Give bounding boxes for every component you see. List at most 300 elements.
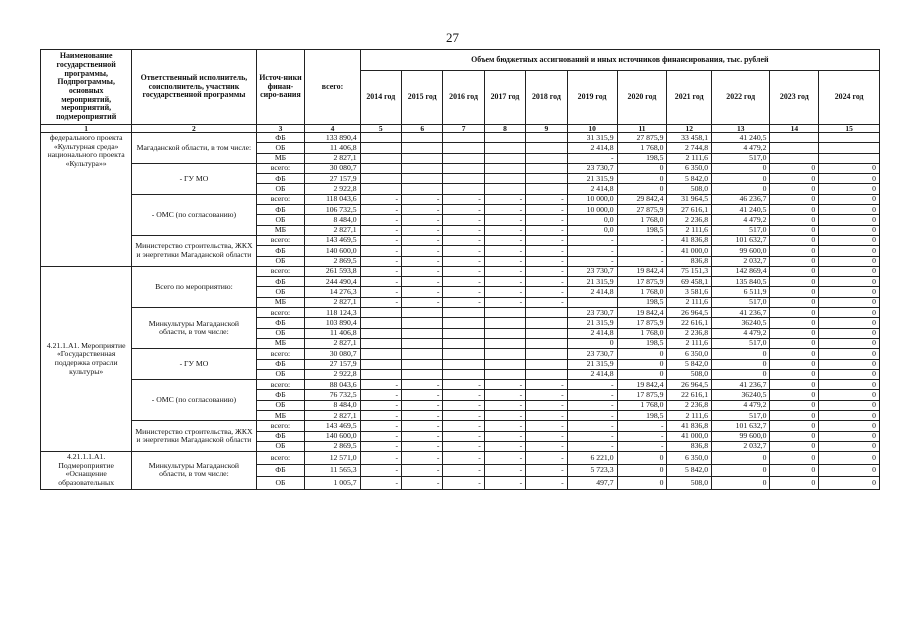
funding-source-cell: ФБ: [256, 318, 305, 328]
value-cell: -: [484, 464, 525, 476]
funding-source-cell: ФБ: [256, 359, 305, 369]
value-cell: 2 414,8: [567, 369, 617, 379]
column-number: 2: [132, 125, 256, 133]
value-cell: 0,0: [567, 225, 617, 235]
value-cell: 2 869,5: [305, 441, 360, 451]
value-cell: -: [360, 215, 401, 225]
funding-source-cell: всего:: [256, 308, 305, 318]
value-cell: -: [526, 256, 567, 266]
header-year: 2020 год: [617, 71, 667, 125]
value-cell: 17 875,9: [617, 390, 667, 400]
value-cell: -: [567, 421, 617, 431]
value-cell: [484, 153, 525, 163]
value-cell: 75 151,3: [667, 266, 712, 276]
value-cell: 508,0: [667, 184, 712, 194]
value-cell: [526, 143, 567, 153]
column-number: 3: [256, 125, 305, 133]
value-cell: [443, 163, 484, 173]
value-cell: 0: [770, 411, 819, 421]
header-year: 2018 год: [526, 71, 567, 125]
value-cell: -: [526, 225, 567, 235]
value-cell: [484, 184, 525, 194]
value-cell: -: [402, 194, 443, 204]
value-cell: -: [360, 225, 401, 235]
value-cell: [402, 359, 443, 369]
value-cell: [360, 328, 401, 338]
value-cell: -: [443, 464, 484, 476]
value-cell: -: [443, 477, 484, 489]
value-cell: 0: [819, 287, 880, 297]
value-cell: -: [526, 235, 567, 245]
value-cell: [443, 369, 484, 379]
value-cell: 1 768,0: [617, 143, 667, 153]
value-cell: 0: [819, 277, 880, 287]
header-year: 2016 год: [443, 71, 484, 125]
value-cell: -: [402, 215, 443, 225]
value-cell: 0: [770, 328, 819, 338]
value-cell: 2 827,1: [305, 338, 360, 348]
value-cell: 23 730,7: [567, 308, 617, 318]
value-cell: -: [484, 215, 525, 225]
value-cell: 10 000,0: [567, 194, 617, 204]
value-cell: 198,5: [617, 411, 667, 421]
value-cell: -: [617, 441, 667, 451]
value-cell: -: [360, 205, 401, 215]
value-cell: 23 730,7: [567, 163, 617, 173]
value-cell: 2 111,6: [667, 338, 712, 348]
value-cell: -: [526, 464, 567, 476]
value-cell: -: [617, 235, 667, 245]
value-cell: [526, 349, 567, 359]
value-cell: -: [484, 477, 525, 489]
value-cell: 2 032,7: [712, 256, 770, 266]
value-cell: 19 842,4: [617, 266, 667, 276]
value-cell: 0: [712, 349, 770, 359]
value-cell: 0: [617, 464, 667, 476]
value-cell: -: [484, 235, 525, 245]
value-cell: -: [526, 477, 567, 489]
value-cell: [770, 153, 819, 163]
value-cell: 0: [770, 287, 819, 297]
value-cell: -: [484, 431, 525, 441]
value-cell: [526, 153, 567, 163]
value-cell: 5 842,0: [667, 359, 712, 369]
table-row: [41, 421, 880, 431]
value-cell: 46 236,7: [712, 194, 770, 204]
value-cell: [526, 338, 567, 348]
funding-source-cell: ФБ: [256, 174, 305, 184]
value-cell: -: [526, 411, 567, 421]
value-cell: 99 600,0: [712, 431, 770, 441]
value-cell: [402, 308, 443, 318]
value-cell: [402, 338, 443, 348]
value-cell: -: [443, 235, 484, 245]
value-cell: 5 842,0: [667, 464, 712, 476]
value-cell: 0: [712, 369, 770, 379]
value-cell: -: [567, 441, 617, 451]
responsible-cell: Минкультуры Магаданской области, в том числе:: [132, 308, 256, 349]
value-cell: 69 458,1: [667, 277, 712, 287]
value-cell: [360, 174, 401, 184]
value-cell: -: [526, 390, 567, 400]
value-cell: -: [617, 421, 667, 431]
measure-name-cell: 4.21.1.1.А1. Подмероприятие «Оснащение образовательных: [41, 452, 132, 489]
value-cell: 0: [819, 441, 880, 451]
column-number: 1: [41, 125, 132, 133]
header-responsible: Ответственный исполнитель, соисполнитель, участник государственной программы: [132, 50, 256, 125]
value-cell: -: [443, 225, 484, 235]
value-cell: 0: [770, 318, 819, 328]
value-cell: 106 732,5: [305, 205, 360, 215]
value-cell: -: [484, 441, 525, 451]
value-cell: 0: [617, 359, 667, 369]
funding-source-cell: МБ: [256, 338, 305, 348]
column-number: 8: [484, 125, 525, 133]
value-cell: 0: [770, 174, 819, 184]
value-cell: -: [360, 266, 401, 276]
value-cell: -: [402, 277, 443, 287]
value-cell: 0: [819, 225, 880, 235]
value-cell: 133 890,4: [305, 133, 360, 143]
value-cell: 41 000,0: [667, 431, 712, 441]
funding-source-cell: всего:: [256, 235, 305, 245]
value-cell: -: [443, 400, 484, 410]
value-cell: [526, 184, 567, 194]
value-cell: -: [526, 441, 567, 451]
value-cell: 143 469,5: [305, 235, 360, 245]
value-cell: [402, 174, 443, 184]
funding-source-cell: ОБ: [256, 215, 305, 225]
header-year: 2015 год: [402, 71, 443, 125]
value-cell: [360, 153, 401, 163]
responsible-cell: Министерство строительства, ЖКХ и энергетики Магаданской области: [132, 235, 256, 266]
value-cell: -: [443, 277, 484, 287]
value-cell: 0: [770, 205, 819, 215]
value-cell: -: [526, 431, 567, 441]
header-year: 2024 год: [819, 71, 880, 125]
value-cell: -: [360, 421, 401, 431]
value-cell: 0: [819, 163, 880, 173]
value-cell: 198,5: [617, 297, 667, 307]
value-cell: [526, 163, 567, 173]
value-cell: -: [526, 380, 567, 390]
value-cell: -: [402, 431, 443, 441]
table-row: [41, 235, 880, 245]
value-cell: [526, 328, 567, 338]
value-cell: 11 565,3: [305, 464, 360, 476]
header-year: 2014 год: [360, 71, 401, 125]
value-cell: -: [484, 380, 525, 390]
value-cell: -: [360, 380, 401, 390]
value-cell: 2 827,1: [305, 411, 360, 421]
value-cell: [484, 163, 525, 173]
value-cell: -: [360, 431, 401, 441]
value-cell: 8 484,0: [305, 400, 360, 410]
value-cell: 497,7: [567, 477, 617, 489]
value-cell: -: [360, 390, 401, 400]
value-cell: -: [526, 246, 567, 256]
value-cell: -: [402, 297, 443, 307]
value-cell: 0,0: [567, 215, 617, 225]
value-cell: 0: [712, 163, 770, 173]
value-cell: 0: [819, 369, 880, 379]
value-cell: [770, 133, 819, 143]
value-cell: 17 875,9: [617, 318, 667, 328]
value-cell: [360, 308, 401, 318]
value-cell: [360, 359, 401, 369]
value-cell: 36240,5: [712, 318, 770, 328]
value-cell: -: [567, 256, 617, 266]
value-cell: -: [360, 441, 401, 451]
value-cell: 19 842,4: [617, 380, 667, 390]
value-cell: -: [567, 246, 617, 256]
value-cell: 0: [712, 452, 770, 464]
value-cell: 4 479,2: [712, 143, 770, 153]
value-cell: -: [484, 400, 525, 410]
value-cell: 36240,5: [712, 390, 770, 400]
value-cell: [484, 349, 525, 359]
value-cell: 0: [819, 452, 880, 464]
value-cell: -: [526, 215, 567, 225]
value-cell: 198,5: [617, 338, 667, 348]
funding-source-cell: ОБ: [256, 369, 305, 379]
value-cell: 0: [770, 277, 819, 287]
value-cell: 2 236,8: [667, 328, 712, 338]
value-cell: 135 840,5: [712, 277, 770, 287]
value-cell: -: [484, 277, 525, 287]
value-cell: -: [443, 297, 484, 307]
value-cell: 0: [819, 431, 880, 441]
funding-source-cell: ФБ: [256, 464, 305, 476]
funding-source-cell: ФБ: [256, 431, 305, 441]
value-cell: 0: [819, 215, 880, 225]
funding-source-cell: МБ: [256, 297, 305, 307]
value-cell: 0: [819, 411, 880, 421]
responsible-cell: - ГУ МО: [132, 349, 256, 380]
value-cell: 0: [712, 359, 770, 369]
header-year: 2022 год: [712, 71, 770, 125]
responsible-cell: - ГУ МО: [132, 163, 256, 194]
value-cell: -: [484, 390, 525, 400]
value-cell: -: [402, 464, 443, 476]
value-cell: -: [567, 431, 617, 441]
value-cell: 30 080,7: [305, 163, 360, 173]
value-cell: 41 236,7: [712, 380, 770, 390]
value-cell: 0: [819, 421, 880, 431]
value-cell: -: [402, 380, 443, 390]
value-cell: [484, 359, 525, 369]
value-cell: 517,0: [712, 297, 770, 307]
value-cell: 2 111,6: [667, 225, 712, 235]
value-cell: -: [402, 400, 443, 410]
value-cell: 21 315,9: [567, 318, 617, 328]
value-cell: -: [526, 194, 567, 204]
value-cell: 4 479,2: [712, 400, 770, 410]
value-cell: 2 111,6: [667, 411, 712, 421]
header-year: 2017 год: [484, 71, 525, 125]
value-cell: 0: [770, 431, 819, 441]
value-cell: [819, 133, 880, 143]
funding-source-cell: МБ: [256, 411, 305, 421]
value-cell: 0: [770, 390, 819, 400]
value-cell: 27 875,9: [617, 205, 667, 215]
value-cell: 0: [819, 464, 880, 476]
value-cell: 29 842,4: [617, 194, 667, 204]
funding-source-cell: ОБ: [256, 143, 305, 153]
value-cell: -: [567, 380, 617, 390]
value-cell: 76 732,5: [305, 390, 360, 400]
value-cell: 244 490,4: [305, 277, 360, 287]
value-cell: -: [567, 400, 617, 410]
value-cell: 4 479,2: [712, 215, 770, 225]
value-cell: 6 350,0: [667, 349, 712, 359]
value-cell: [770, 143, 819, 153]
value-cell: -: [402, 452, 443, 464]
value-cell: 41 836,8: [667, 235, 712, 245]
funding-source-cell: ОБ: [256, 184, 305, 194]
value-cell: -: [402, 287, 443, 297]
value-cell: -: [360, 246, 401, 256]
value-cell: 2 922,8: [305, 184, 360, 194]
value-cell: -: [360, 464, 401, 476]
value-cell: -: [360, 477, 401, 489]
value-cell: 10 000,0: [567, 205, 617, 215]
value-cell: [443, 184, 484, 194]
value-cell: 2 827,1: [305, 153, 360, 163]
header-volume: Объем бюджетных ассигнований и иных источников финансирования, тыс. рублей: [360, 50, 879, 71]
value-cell: 0: [770, 349, 819, 359]
column-number: 14: [770, 125, 819, 133]
value-cell: 0: [819, 338, 880, 348]
value-cell: -: [526, 452, 567, 464]
value-cell: 0: [712, 174, 770, 184]
value-cell: 0: [712, 477, 770, 489]
measure-name-cell: федерального проекта «Культурная среда» национального проекта «Культура»»: [41, 133, 132, 267]
column-number: 12: [667, 125, 712, 133]
funding-source-cell: всего:: [256, 163, 305, 173]
value-cell: -: [360, 297, 401, 307]
value-cell: -: [526, 266, 567, 276]
value-cell: 0: [770, 308, 819, 318]
value-cell: 21 315,9: [567, 277, 617, 287]
value-cell: -: [484, 256, 525, 266]
value-cell: -: [443, 431, 484, 441]
value-cell: 19 842,4: [617, 308, 667, 318]
value-cell: [402, 328, 443, 338]
value-cell: 2 111,6: [667, 297, 712, 307]
value-cell: 0: [770, 477, 819, 489]
value-cell: 6 350,0: [667, 452, 712, 464]
value-cell: 0: [617, 369, 667, 379]
value-cell: -: [617, 256, 667, 266]
value-cell: [819, 153, 880, 163]
value-cell: 0: [819, 308, 880, 318]
value-cell: 6 350,0: [667, 163, 712, 173]
value-cell: -: [484, 205, 525, 215]
value-cell: 0: [770, 380, 819, 390]
value-cell: -: [443, 205, 484, 215]
value-cell: 12 571,0: [305, 452, 360, 464]
value-cell: 0: [770, 338, 819, 348]
financing-table: [40, 49, 880, 490]
value-cell: -: [526, 297, 567, 307]
value-cell: 0: [819, 328, 880, 338]
funding-source-cell: ОБ: [256, 441, 305, 451]
value-cell: 33 458,1: [667, 133, 712, 143]
value-cell: 0: [712, 464, 770, 476]
value-cell: -: [360, 235, 401, 245]
value-cell: [484, 143, 525, 153]
responsible-cell: - ОМС (по согласованию): [132, 380, 256, 421]
value-cell: 0: [819, 390, 880, 400]
value-cell: [443, 133, 484, 143]
value-cell: -: [360, 277, 401, 287]
header-year: 2021 год: [667, 71, 712, 125]
value-cell: 2 827,1: [305, 297, 360, 307]
value-cell: 101 632,7: [712, 421, 770, 431]
table-row: [41, 380, 880, 390]
table-row: [41, 349, 880, 359]
funding-source-cell: ФБ: [256, 133, 305, 143]
value-cell: 0: [617, 174, 667, 184]
value-cell: 21 315,9: [567, 174, 617, 184]
value-cell: 0: [770, 464, 819, 476]
value-cell: [567, 297, 617, 307]
value-cell: 0: [819, 380, 880, 390]
value-cell: -: [567, 390, 617, 400]
value-cell: -: [360, 411, 401, 421]
value-cell: [443, 328, 484, 338]
value-cell: 0: [770, 235, 819, 245]
value-cell: 0: [819, 256, 880, 266]
header-total: всего:: [305, 50, 360, 125]
value-cell: [402, 143, 443, 153]
value-cell: [526, 174, 567, 184]
value-cell: -: [443, 194, 484, 204]
value-cell: 118 124,3: [305, 308, 360, 318]
value-cell: [443, 349, 484, 359]
table-row: [41, 163, 880, 173]
value-cell: -: [402, 205, 443, 215]
table-row: [41, 452, 880, 464]
value-cell: -: [567, 411, 617, 421]
value-cell: 261 593,8: [305, 266, 360, 276]
value-cell: 6 221,0: [567, 452, 617, 464]
funding-source-cell: ФБ: [256, 277, 305, 287]
value-cell: [443, 308, 484, 318]
value-cell: 0: [770, 359, 819, 369]
value-cell: 0: [770, 297, 819, 307]
value-cell: -: [402, 477, 443, 489]
value-cell: 11 406,8: [305, 143, 360, 153]
value-cell: 17 875,9: [617, 277, 667, 287]
value-cell: 26 964,5: [667, 380, 712, 390]
value-cell: -: [402, 266, 443, 276]
value-cell: -: [443, 380, 484, 390]
value-cell: 2 827,1: [305, 225, 360, 235]
value-cell: -: [360, 287, 401, 297]
column-number: 13: [712, 125, 770, 133]
responsible-cell: Магаданской области, в том числе:: [132, 133, 256, 164]
value-cell: 0: [819, 477, 880, 489]
value-cell: 198,5: [617, 225, 667, 235]
value-cell: -: [484, 225, 525, 235]
funding-source-cell: ОБ: [256, 328, 305, 338]
value-cell: 0: [819, 246, 880, 256]
table-row: [41, 266, 880, 276]
value-cell: 508,0: [667, 477, 712, 489]
value-cell: 142 869,4: [712, 266, 770, 276]
